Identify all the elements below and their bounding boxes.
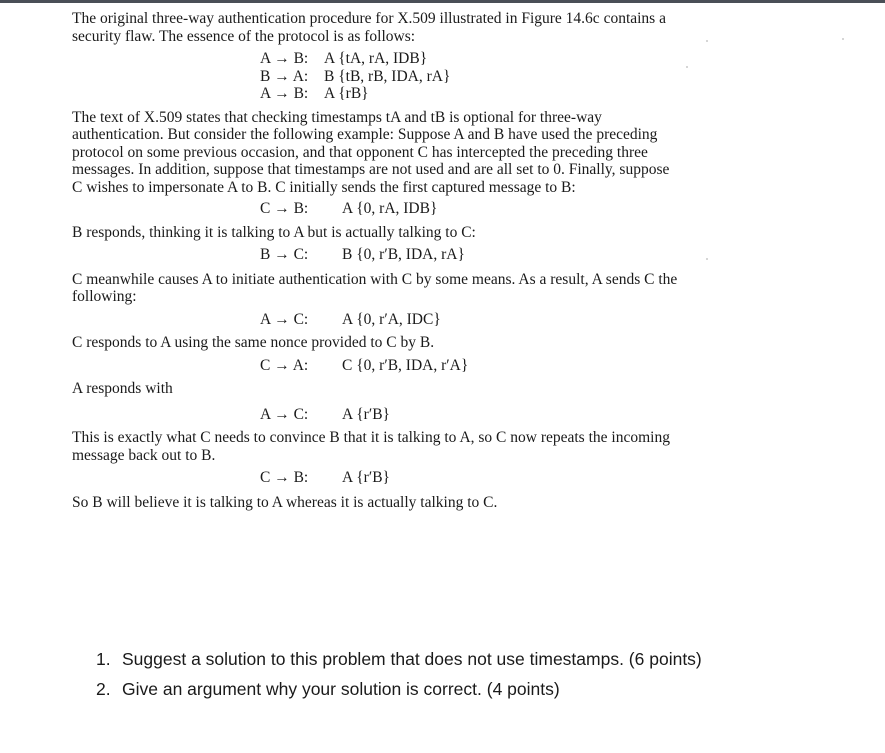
attack-step-3-direction: A → C: <box>260 310 309 328</box>
protocol-step-3-direction: A → B: <box>260 85 309 102</box>
question-item <box>96 644 702 674</box>
protocol-step-2-message: B {tB, rB, IDA, rA} <box>324 67 451 85</box>
attack-step-3 <box>260 311 682 329</box>
attack-step-4-message: C {0, r′B, IDA, r′A} <box>342 356 469 374</box>
attack-step-5-direction: A → C: <box>260 405 309 423</box>
attack-step-1-direction: C → B: <box>260 200 309 217</box>
attack-step-5-message: A {r′B} <box>342 405 390 423</box>
c-responds-paragraph: C responds to A using the same nonce provided to C by B. <box>72 334 435 351</box>
scanned-problem-text <box>72 10 682 511</box>
attack-step-6 <box>260 469 682 487</box>
protocol-listing <box>260 50 682 103</box>
scan-speck <box>842 38 844 40</box>
attack-description-paragraph: The text of X.509 states that checking timestamps tA and tB is optional for three-way authentication. But consider the following example: Suppose A and B have used the preceding protocol on some previous occasion, and that opponent C has intercepted the preceding three messages. In addition, suppose that timestamps are not used and are all set to 0. Finally, suppose C wishes to impersonate A to B. C initially sends the first captured message to B: <box>72 108 670 196</box>
b-responds-paragraph: B responds, thinking it is talking to A but is actually talking to C: <box>72 223 476 241</box>
question-2-text: Give an argument why your solution is correct. (4 points) <box>122 679 560 699</box>
question-1-number: 1. <box>96 649 111 669</box>
top-border <box>0 0 885 3</box>
attack-step-6-direction: C → B: <box>260 469 309 486</box>
c-repeats-paragraph: This is exactly what C needs to convince B that it is talking to A, so C now repeats the incoming message back out to B. <box>72 429 670 464</box>
attack-step-2 <box>260 246 682 264</box>
scan-speck <box>706 258 708 260</box>
question-1-text: Suggest a solution to this problem that does not use timestamps. (6 points) <box>122 649 702 669</box>
attack-step-3-message: A {0, r′A, IDC} <box>342 310 441 328</box>
attack-step-6-message: A {r′B} <box>342 469 390 486</box>
attack-step-2-message: B {0, r′B, IDA, rA} <box>342 246 465 263</box>
scan-speck <box>706 40 708 42</box>
protocol-step-2-direction: B → A: <box>260 67 309 85</box>
a-responds-paragraph: A responds with <box>72 380 173 397</box>
protocol-step-1-direction: A → B: <box>260 50 309 67</box>
attack-step-2-direction: B → C: <box>260 246 309 263</box>
attack-step-4 <box>260 357 682 375</box>
conclusion-paragraph: So B will believe it is talking to A whereas it is actually talking to C. <box>72 493 498 511</box>
attack-step-1 <box>260 200 682 218</box>
c-initiates-paragraph: C meanwhile causes A to initiate authentication with C by some means. As a result, A sends C the following: <box>72 270 678 305</box>
intro-paragraph: The original three-way authentication procedure for X.509 illustrated in Figure 14.6c contains a security flaw. The essence of the protocol is as follows: <box>72 10 666 45</box>
protocol-step-3-message: A {rB} <box>324 85 369 102</box>
attack-step-4-direction: C → A: <box>260 356 309 374</box>
attack-step-1-message: A {0, rA, IDB} <box>342 200 438 217</box>
question-2-number: 2. <box>96 679 111 699</box>
attack-step-5 <box>260 406 682 424</box>
scan-speck <box>686 66 688 68</box>
protocol-step-1-message: A {tA, rA, IDB} <box>324 50 428 67</box>
question-list <box>96 644 702 704</box>
question-item <box>96 674 702 704</box>
